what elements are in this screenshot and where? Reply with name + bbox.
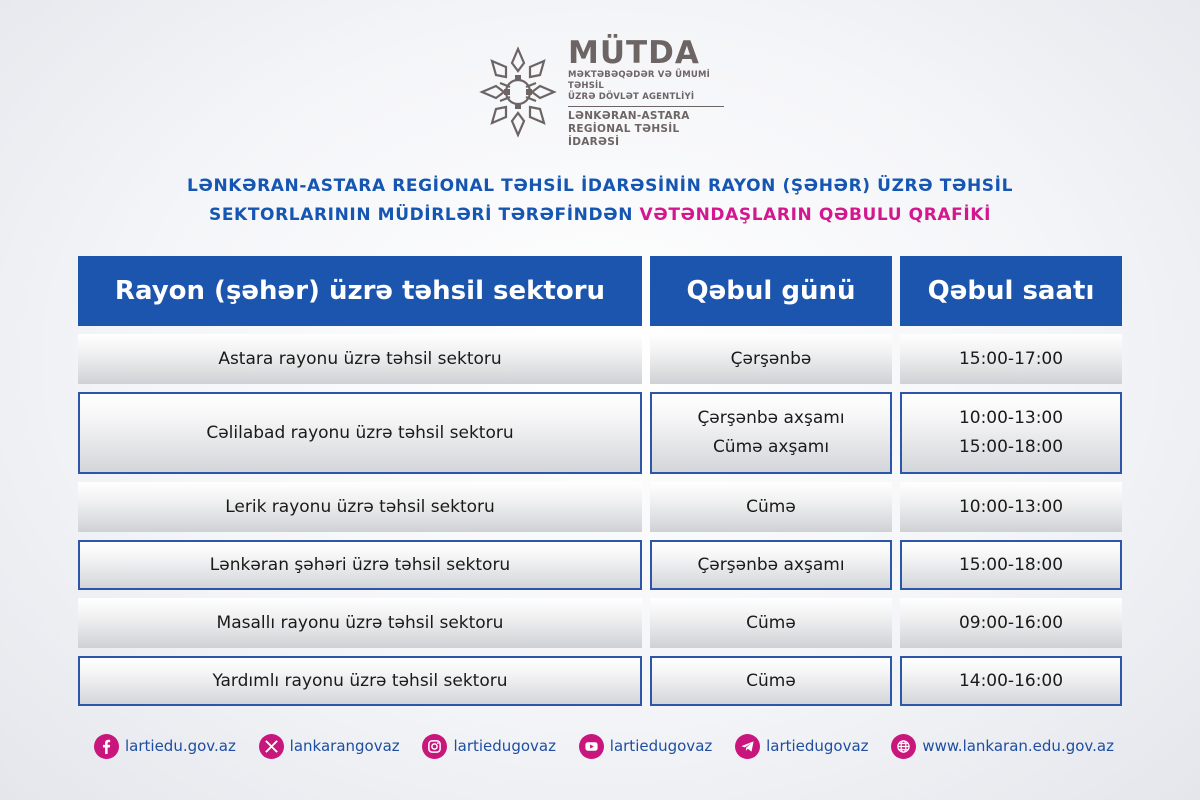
page-title [0, 172, 1200, 230]
sector-name: Astara rayonu üzrə təhsil sektoru [218, 348, 502, 369]
title-line2 [0, 201, 1200, 230]
reception-day: Cümə [746, 612, 796, 633]
logo-divider [568, 106, 724, 107]
table-row [78, 598, 1122, 648]
time-cell [900, 482, 1122, 532]
instagram-link[interactable] [422, 734, 555, 759]
social-links-footer [94, 732, 1114, 760]
title-line2-text: SEKTORLARININ MÜDİRLƏRİ TƏRƏFİNDƏN [209, 205, 640, 225]
reception-time: 09:00-16:00 [958, 612, 1064, 633]
table-header-row [78, 256, 1122, 326]
reception-time-second: 15:00-18:00 [958, 437, 1064, 457]
reception-schedule-table [78, 256, 1122, 706]
sector-cell [78, 540, 642, 590]
time-cell [900, 598, 1122, 648]
reception-day: Çərşənbə axşamı [697, 554, 845, 575]
reception-time: 15:00-18:00 [958, 554, 1064, 575]
header-time: Qəbul saatı [900, 256, 1122, 326]
youtube-icon [579, 734, 604, 759]
reception-time: 10:00-13:00 [958, 496, 1064, 517]
day-cell [650, 392, 892, 474]
youtube-link-text: lartiedugovaz [609, 737, 713, 755]
day-cell [650, 482, 892, 532]
table-row [78, 656, 1122, 706]
telegram-link-text: lartiedugovaz [766, 737, 869, 755]
sector-name: Lənkəran şəhəri üzrə təhsil sektoru [209, 554, 511, 575]
sector-cell [78, 598, 642, 648]
logo-region-line2: REGİONAL TƏHSİL İDARƏSİ [568, 122, 680, 148]
sector-name: Lerik rayonu üzrə təhsil sektoru [225, 496, 495, 517]
reception-day: Çərşənbə [730, 348, 812, 369]
day-cell [650, 598, 892, 648]
website-link[interactable] [891, 734, 1114, 759]
website-link-text: www.lankaran.edu.gov.az [922, 737, 1114, 755]
sector-cell [78, 482, 642, 532]
logo-subtitle-line2: ÜZRƏ DÖVLƏT AGENTLİYİ [568, 91, 695, 102]
facebook-link[interactable] [94, 734, 236, 759]
time-cell [900, 392, 1122, 474]
instagram-icon [422, 734, 447, 759]
table-row [78, 392, 1122, 474]
table-row [78, 540, 1122, 590]
table-row [78, 334, 1122, 384]
time-cell [900, 656, 1122, 706]
logo-region-line1: LƏNKƏRAN-ASTARA [568, 109, 690, 122]
sector-name: Yardımlı rayonu üzrə təhsil sektoru [212, 670, 508, 691]
logo-text-block [568, 36, 728, 149]
sector-cell [78, 656, 642, 706]
time-cell [900, 334, 1122, 384]
telegram-icon [735, 734, 760, 759]
time-cell [900, 540, 1122, 590]
instagram-link-text: lartiedugovaz [453, 737, 556, 755]
x-link-text: lankarangovaz [289, 737, 400, 755]
facebook-icon [94, 734, 119, 759]
reception-day: Cümə [746, 670, 796, 691]
telegram-link[interactable] [735, 734, 868, 759]
day-cell [650, 540, 892, 590]
header-sector: Rayon (şəhər) üzrə təhsil sektoru [78, 256, 642, 326]
x-link[interactable] [259, 734, 400, 759]
logo-subtitle-line1: MƏKTƏBƏQƏDƏR VƏ ÜMUMİ TƏHSİL [568, 69, 711, 91]
logo-emblem-icon [478, 45, 558, 139]
title-highlight: VƏTƏNDAŞLARIN QƏBULU QRAFİKİ [639, 205, 991, 225]
logo-title: MÜTDA [568, 34, 700, 71]
sector-name: Cəlilabad rayonu üzrə təhsil sektoru [206, 422, 514, 443]
header-day: Qəbul günü [650, 256, 892, 326]
reception-day-second: Cümə axşamı [712, 437, 830, 457]
reception-day: Cümə [746, 496, 796, 517]
x-icon [259, 734, 284, 759]
table-row [78, 482, 1122, 532]
agency-logo [478, 34, 728, 148]
sector-cell [78, 392, 642, 474]
title-line1: LƏNKƏRAN-ASTARA REGİONAL TƏHSİL İDARƏSİNİN RAYON (ŞƏHƏR) ÜZRƏ TƏHSİL [186, 176, 1013, 196]
globe-icon [891, 734, 916, 759]
reception-day: Çərşənbə axşamı [697, 408, 845, 428]
day-cell [650, 656, 892, 706]
reception-time: 14:00-16:00 [958, 670, 1064, 691]
reception-time: 10:00-13:00 [958, 408, 1064, 428]
day-cell [650, 334, 892, 384]
sector-name: Masallı rayonu üzrə təhsil sektoru [216, 612, 504, 633]
facebook-link-text: lartiedu.gov.az [125, 737, 236, 755]
reception-time: 15:00-17:00 [958, 348, 1064, 369]
youtube-link[interactable] [579, 734, 712, 759]
sector-cell [78, 334, 642, 384]
